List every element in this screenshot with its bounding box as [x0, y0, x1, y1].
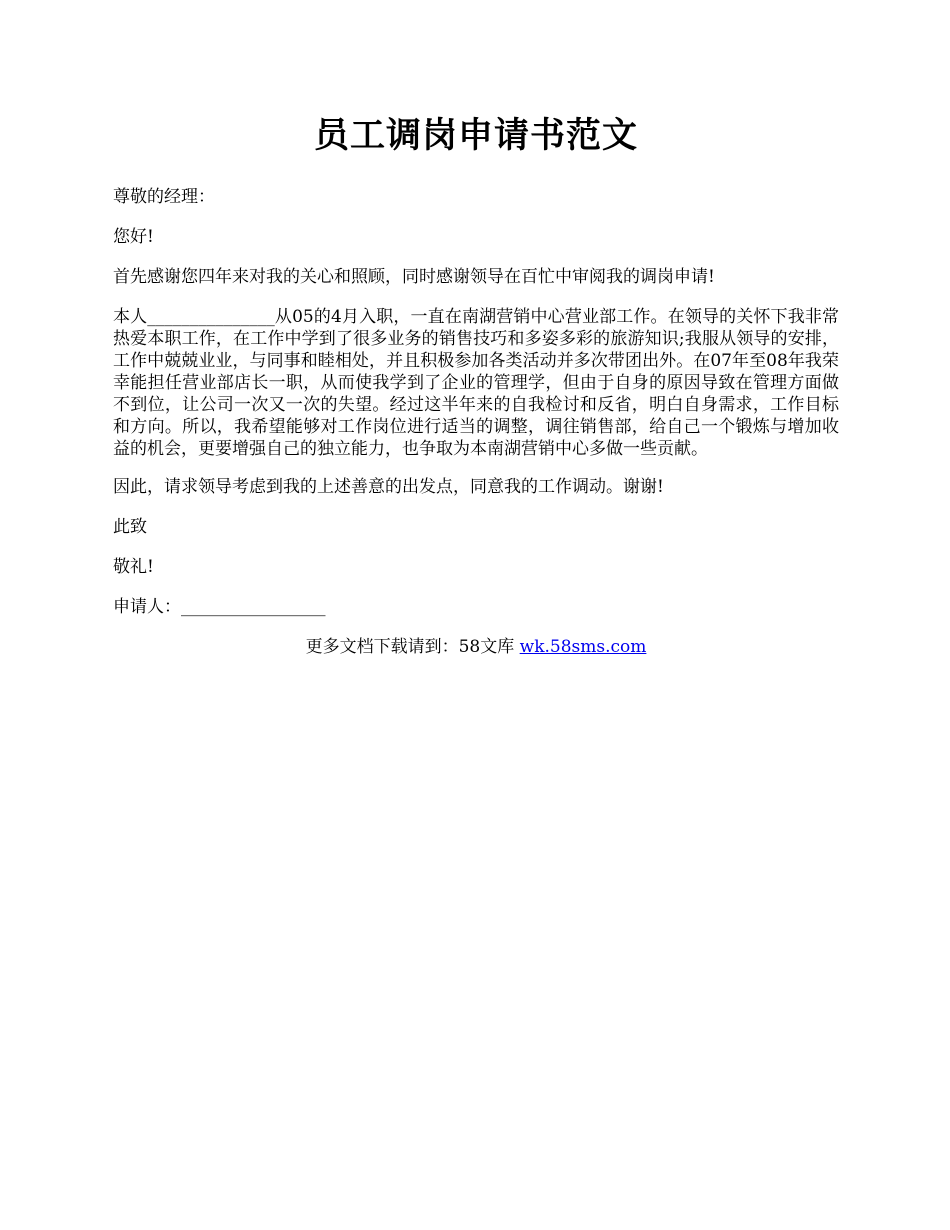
- salutation: 尊敬的经理：: [113, 187, 215, 207]
- applicant-signature-line: 申请人：_________________: [113, 597, 326, 617]
- greeting: 您好!: [113, 227, 154, 247]
- document-title: 员工调岗申请书范文: [313, 115, 638, 156]
- footer-link[interactable]: wk.58sms.com: [519, 637, 647, 657]
- regards-line-2: 敬礼!: [113, 557, 154, 577]
- regards-line-1: 此致: [113, 517, 147, 537]
- body-paragraph: 本人_______________从05的4月入职，一直在南湖营销中心营业部工作。在领导的关怀下我非常热爱本职工作，在工作中学到了很多业务的销售技巧和多姿多彩的旅游知识;我服从领导的安排，工作中兢兢业业，与同事和睦相处，并且积极参加各类活动并多次带团出外。在07年至08年我荣幸能担任营业部店长一职，从而使我学到了企业的管理学，但由于自身的原因导致在管理方面做不到位，让公司一次又一次的失望。经过这半年来的自我检讨和反省，明白自身需求，工作目标和方向。所以，我希望能够对工作岗位进行适当的调整，调往销售部，给自己一个锻炼与增加收益的机会，更要增强自己的独立能力，也争取为本南湖营销中心多做一些贡献。: [113, 307, 839, 459]
- intro-paragraph: 首先感谢您四年来对我的关心和照顾，同时感谢领导在百忙中审阅我的调岗申请!: [113, 267, 715, 287]
- document-page: [113, 108, 839, 658]
- footer: [113, 636, 839, 658]
- closing-paragraph: 因此，请求领导考虑到我的上述善意的出发点，同意我的工作调动。谢谢!: [113, 477, 664, 497]
- footer-text: 更多文档下载请到：58文库: [305, 637, 520, 657]
